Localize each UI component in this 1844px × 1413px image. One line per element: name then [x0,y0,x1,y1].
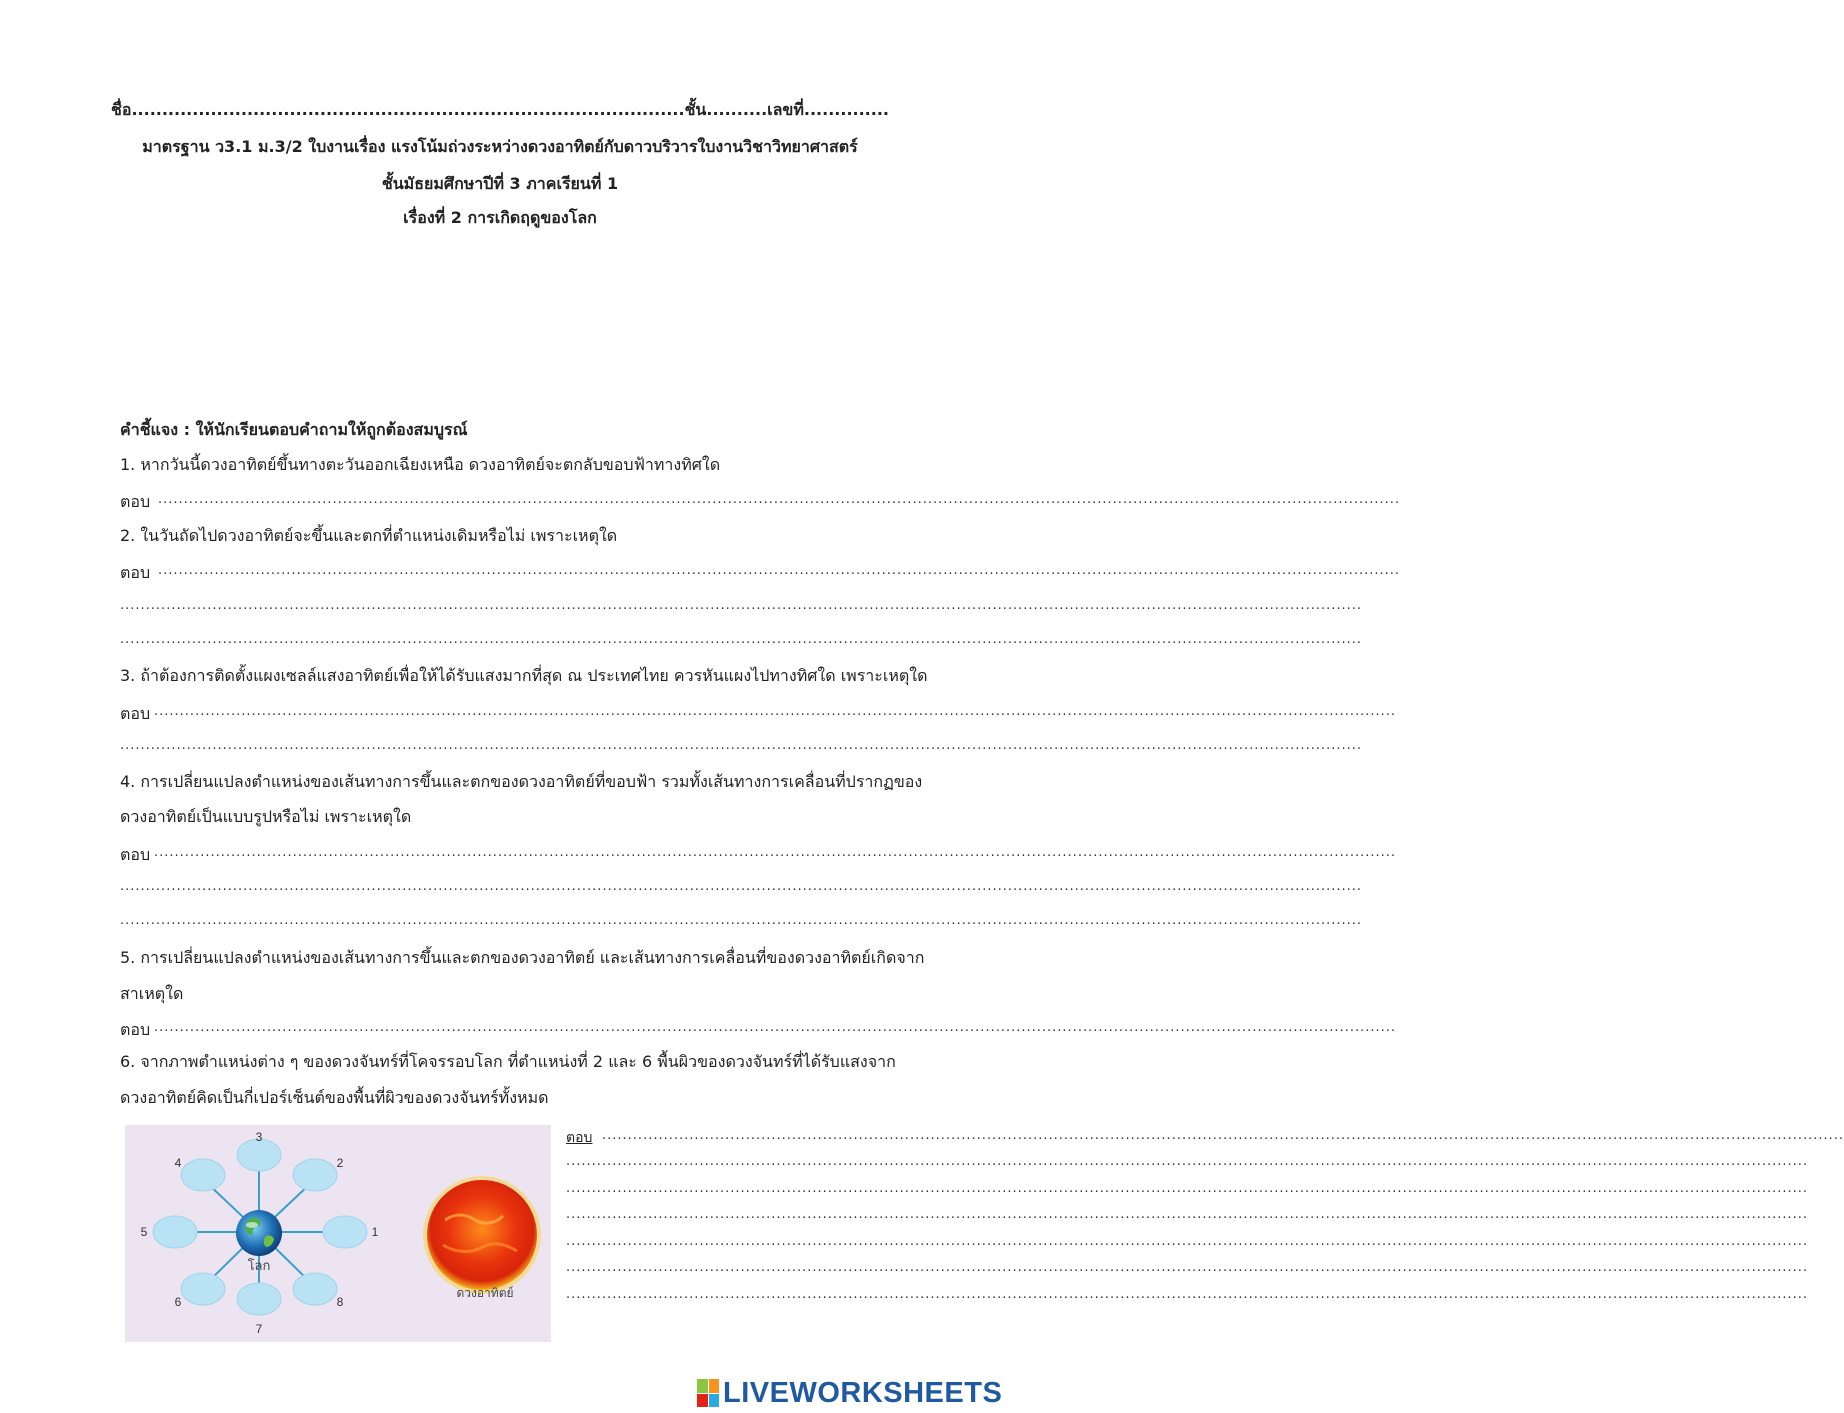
position-label-6: 6 [174,1295,182,1309]
sun-icon [423,1176,541,1294]
answer-label: ตอบ [120,1020,151,1039]
question-3: 3. ถ้าต้องการติดตั้งแผงเซลล์แสงอาทิตย์เพื่อให้ได้รับแสงมากที่สุด ณ ประเทศไทย ควรหันแผงไปทางทิศใด เพราะเหตุใด [120,666,928,685]
position-label-7: 7 [255,1322,263,1336]
answer-dots: .................................................................................................................................................................................................................................................. [120,632,1363,647]
answer-label: ตอบ [120,704,151,723]
moon-position-4 [181,1159,225,1191]
answer-5-input[interactable] [158,1014,933,1034]
position-label-4: 4 [174,1156,182,1170]
liveworksheets-logo[interactable] [697,1376,1002,1410]
question-4-continued: ดวงอาทิตย์เป็นแบบรูปหรือไม่ เพราะเหตุใด [120,807,412,826]
moon-position-5 [153,1216,197,1248]
grade-line: ชั้นมัธยมศึกษาปีที่ 3 ภาคเรียนที่ 1 [381,174,619,193]
instructions: คำชี้แจง : ให้นักเรียนตอบคำถามให้ถูกต้องสมบูรณ์ [120,420,468,439]
answer-dots: .................................................................................................................................................................................................................................................. [120,738,1363,753]
answer-label: ตอบ [120,845,151,864]
logo-badge-icon [697,1379,719,1407]
logo-text: LIVEWORKSHEETS [723,1376,1003,1409]
question-6-continued: ดวงอาทิตย์คิดเป็นกี่เปอร์เซ็นต์ของพื้นที่ผิวของดวงจันทร์ทั้งหมด [120,1088,549,1107]
answer-dots: .................................................................................................................................................................................................................................................. [566,1207,1809,1222]
answer-label: ตอบ [120,563,151,582]
question-6: 6. จากภาพตำแหน่งต่าง ๆ ของดวงจันทร์ที่โคจรรอบโลก ที่ตำแหน่งที่ 2 และ 6 พื้นผิวของดวงจันทร์ที่ได้รับแสงจาก [120,1052,896,1071]
moon-position-7 [237,1283,281,1315]
answer-1-input[interactable] [160,486,880,506]
answer-4-input[interactable] [158,839,923,859]
student-info-line: ชื่อ...........................................................................................ชั้น..........เลขที่.............. [110,100,889,119]
question-5-continued: สาเหตุใด [120,984,184,1003]
answer-dots: .................................................................................................................................................................................................................................................. [120,598,1363,613]
answer-dots: .................................................................................................................................................................................................................................................. [154,845,1397,860]
answer-dots: .................................................................................................................................................................................................................................................. [566,1287,1809,1302]
answer-dots: .................................................................................................................................................................................................................................................. [120,879,1363,894]
answer-dots: .................................................................................................................................................................................................................................................. [566,1154,1809,1169]
question-1: 1. หากวันนี้ดวงอาทิตย์ขึ้นทางตะวันออกเฉียงเหนือ ดวงอาทิตย์จะตกลับขอบฟ้าทางทิศใด [120,455,721,474]
question-2: 2. ในวันถัดไปดวงอาทิตย์จะขึ้นและตกที่ตำแหน่งเดิมหรือไม่ เพราะเหตุใด [120,526,618,545]
standard-line: มาตรฐาน ว3.1 ม.3/2 ใบงานเรื่อง แรงโน้มถ่วงระหว่างดวงอาทิตย์กับดาวบริวารใบงานวิชาวิทยาศาสตร์ [142,137,858,156]
position-label-5: 5 [140,1225,148,1239]
answer-3-input[interactable] [158,698,933,718]
position-label-2: 2 [336,1156,344,1170]
answer-dots: .................................................................................................................................................................................................................................................. [566,1260,1809,1275]
moon-orbit-diagram [125,1125,551,1342]
answer-dots: .................................................................................................................................................................................................................................................. [602,1128,1844,1143]
answer-6-input[interactable] [604,1124,942,1144]
earth-label: โลก [247,1259,271,1274]
answer-dots: .................................................................................................................................................................................................................................................. [566,1234,1809,1249]
answer-dots: .................................................................................................................................................................................................................................................. [158,492,1401,507]
answer-label: ตอบ [120,492,151,511]
answer-label: ตอบ [566,1130,593,1146]
position-label-1: 1 [371,1225,379,1239]
earth-icon [236,1210,282,1256]
moon-position-1 [323,1216,367,1248]
position-label-8: 8 [336,1295,344,1309]
answer-dots: .................................................................................................................................................................................................................................................. [566,1181,1809,1196]
answer-dots: .................................................................................................................................................................................................................................................. [154,704,1397,719]
answer-dots: .................................................................................................................................................................................................................................................. [120,913,1363,928]
page-title: เรื่องที่ 2 การเกิดฤดูของโลก [403,208,597,227]
position-label-3: 3 [255,1130,263,1144]
answer-dots: .................................................................................................................................................................................................................................................. [158,563,1401,578]
moon-position-6 [181,1273,225,1305]
answer-2-input[interactable] [160,557,920,577]
moon-position-2 [293,1159,337,1191]
moon-position-8 [293,1273,337,1305]
moon-orbit-graphic [125,1125,551,1342]
answer-dots: .................................................................................................................................................................................................................................................. [154,1020,1397,1035]
sun-label: ดวงอาทิตย์ [456,1286,514,1300]
question-4: 4. การเปลี่ยนแปลงตำแหน่งของเส้นทางการขึ้นและตกของดวงอาทิตย์ที่ขอบฟ้า รวมทั้งเส้นทางการเคลื่อนที่ปรากฏของ [120,772,923,791]
question-5: 5. การเปลี่ยนแปลงตำแหน่งของเส้นทางการขึ้นและตกของดวงอาทิตย์ และเส้นทางการเคลื่อนที่ของดวงอาทิตย์เกิดจาก [120,948,925,967]
